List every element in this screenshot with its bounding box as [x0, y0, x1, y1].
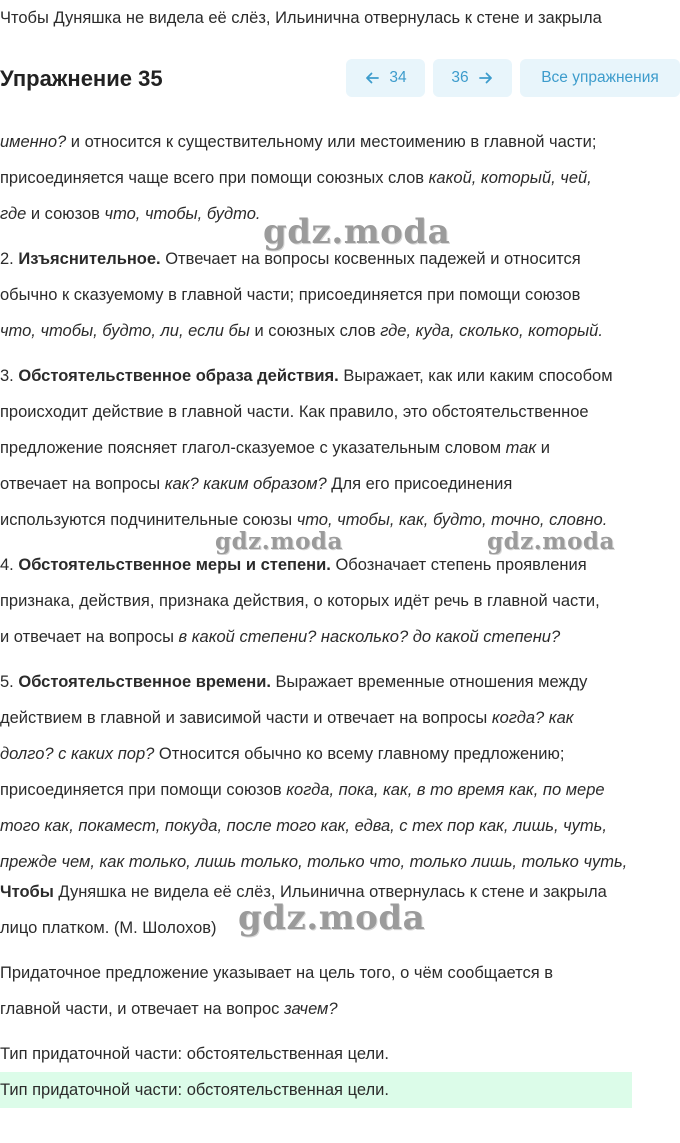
question-words: когда? как [491, 709, 574, 727]
watermark-logo: gdz.moda [263, 212, 451, 252]
paragraph-4 [0, 547, 680, 655]
text-span: лицо платком. (М. Шолохов) [0, 919, 217, 937]
term-heading: Обстоятельственное образа действия. [18, 367, 339, 385]
item-number: 3. [0, 367, 19, 385]
text-span: и союзов [26, 205, 105, 223]
arrow-left-icon [364, 70, 380, 86]
question-words: как? каким образом? [164, 475, 327, 493]
text-span: и союзных слов [249, 322, 381, 340]
watermark-logo: gdz.moda [487, 528, 615, 555]
text-span: Относится обычно ко всему главному предложению; [154, 745, 565, 763]
text-span: отвечает на вопросы [0, 475, 165, 493]
text-span: и относится к существительному или местоимению в главной части; [66, 133, 597, 151]
text-span: Придаточное предложение указывает на цель того, о чём сообщается в [0, 964, 554, 982]
next-exercise-button[interactable] [433, 59, 512, 97]
text-span: происходит действие в главной части. Как правило, это обстоятельственное [0, 403, 589, 421]
item-number: 4. [0, 556, 19, 574]
text-span: Отвечает на вопросы косвенных падежей и относится [160, 250, 581, 268]
item-number: 2. [0, 250, 19, 268]
conjunctive-words: где [0, 205, 27, 223]
text-span: обычно к сказуемому в главной части; присоединяется при помощи союзов [0, 286, 581, 304]
text-span: Выражает временные отношения между [270, 673, 588, 691]
watermark-logo: gdz.moda [215, 528, 343, 555]
highlighted-conjunction: Чтобы [0, 883, 54, 901]
answer-highlight: Тип придаточной части: обстоятельственная цели. [0, 1072, 632, 1108]
paragraph-5 [0, 664, 680, 880]
conjunctions: что, чтобы, будто, ли, если бы [0, 322, 250, 340]
all-exercises-button[interactable] [520, 59, 680, 97]
text-span: используются подчинительные союзы [0, 511, 297, 529]
arrow-right-icon [478, 70, 494, 86]
conjunctions: когда, пока, как, в то время как, по мере [286, 781, 605, 799]
type-line [0, 1036, 680, 1072]
term-heading: Обстоятельственное меры и степени. [18, 556, 331, 574]
text-span: действием в главной и зависимой части и отвечает на вопросы [0, 709, 492, 727]
watermark-logo: gdz.moda [238, 898, 426, 938]
conjunctive-words: где, куда, сколько, который. [380, 322, 603, 340]
text-span: и [536, 439, 550, 457]
question-word: зачем? [283, 1000, 338, 1018]
text-span: главной части, и отвечает на вопрос [0, 1000, 284, 1018]
pointer-word: так [505, 439, 537, 457]
conjunctions: того как, покамест, покуда, после того как, едва, с тех пор как, лишь, чуть, [0, 817, 607, 835]
text-span: и отвечает на вопросы [0, 628, 179, 646]
text-span: признака, действия, признака действия, о которых идёт речь в главной части, [0, 592, 600, 610]
prev-exercise-label: 34 [389, 69, 407, 86]
text-span: Для его присоединения [326, 475, 513, 493]
text-span: предложение поясняет глагол-сказуемое с указательным словом [0, 439, 506, 457]
text-span: Дуняшка не видела её слёз, Ильинична отвернулась к стене и закрыла [53, 883, 607, 901]
question-words: именно? [0, 133, 67, 151]
text-span: Выражает, как или каким способом [338, 367, 613, 385]
conjunctive-words: какой, который, чей, [428, 169, 592, 187]
prev-exercise-button[interactable] [346, 59, 425, 97]
text-span: присоединяется при помощи союзов [0, 781, 287, 799]
top-text-fragment: Чтобы Дуняшка не видела её слёз, Ильинична отвернулась к стене и закрыла [0, 9, 602, 27]
conjunctions: что, чтобы, как, будто, точно, словно. [296, 511, 608, 529]
question-words: в какой степени? насколько? до какой степени? [178, 628, 561, 646]
explanation [0, 955, 680, 1027]
conjunctions: прежде чем, как только, лишь только, только что, только лишь, только чуть, [0, 853, 628, 871]
term-heading: Обстоятельственное времени. [18, 673, 271, 691]
text-span: Обозначает степень проявления [330, 556, 587, 574]
term-heading: Изъяснительное. [18, 250, 161, 268]
question-words: долго? с каких пор? [0, 745, 155, 763]
exercise-header [0, 58, 680, 100]
conjunctions: что, чтобы, будто. [104, 205, 261, 223]
page-title: Упражнение 35 [0, 66, 163, 91]
paragraph-3 [0, 358, 680, 538]
text-span: присоединяется чаще всего при помощи союзных слов [0, 169, 429, 187]
paragraph-2 [0, 241, 680, 349]
item-number: 5. [0, 673, 19, 691]
all-exercises-label: Все упражнения [541, 69, 659, 86]
text-span: Тип придаточной части: обстоятельственная цели. [0, 1045, 389, 1063]
next-exercise-label: 36 [451, 69, 469, 86]
